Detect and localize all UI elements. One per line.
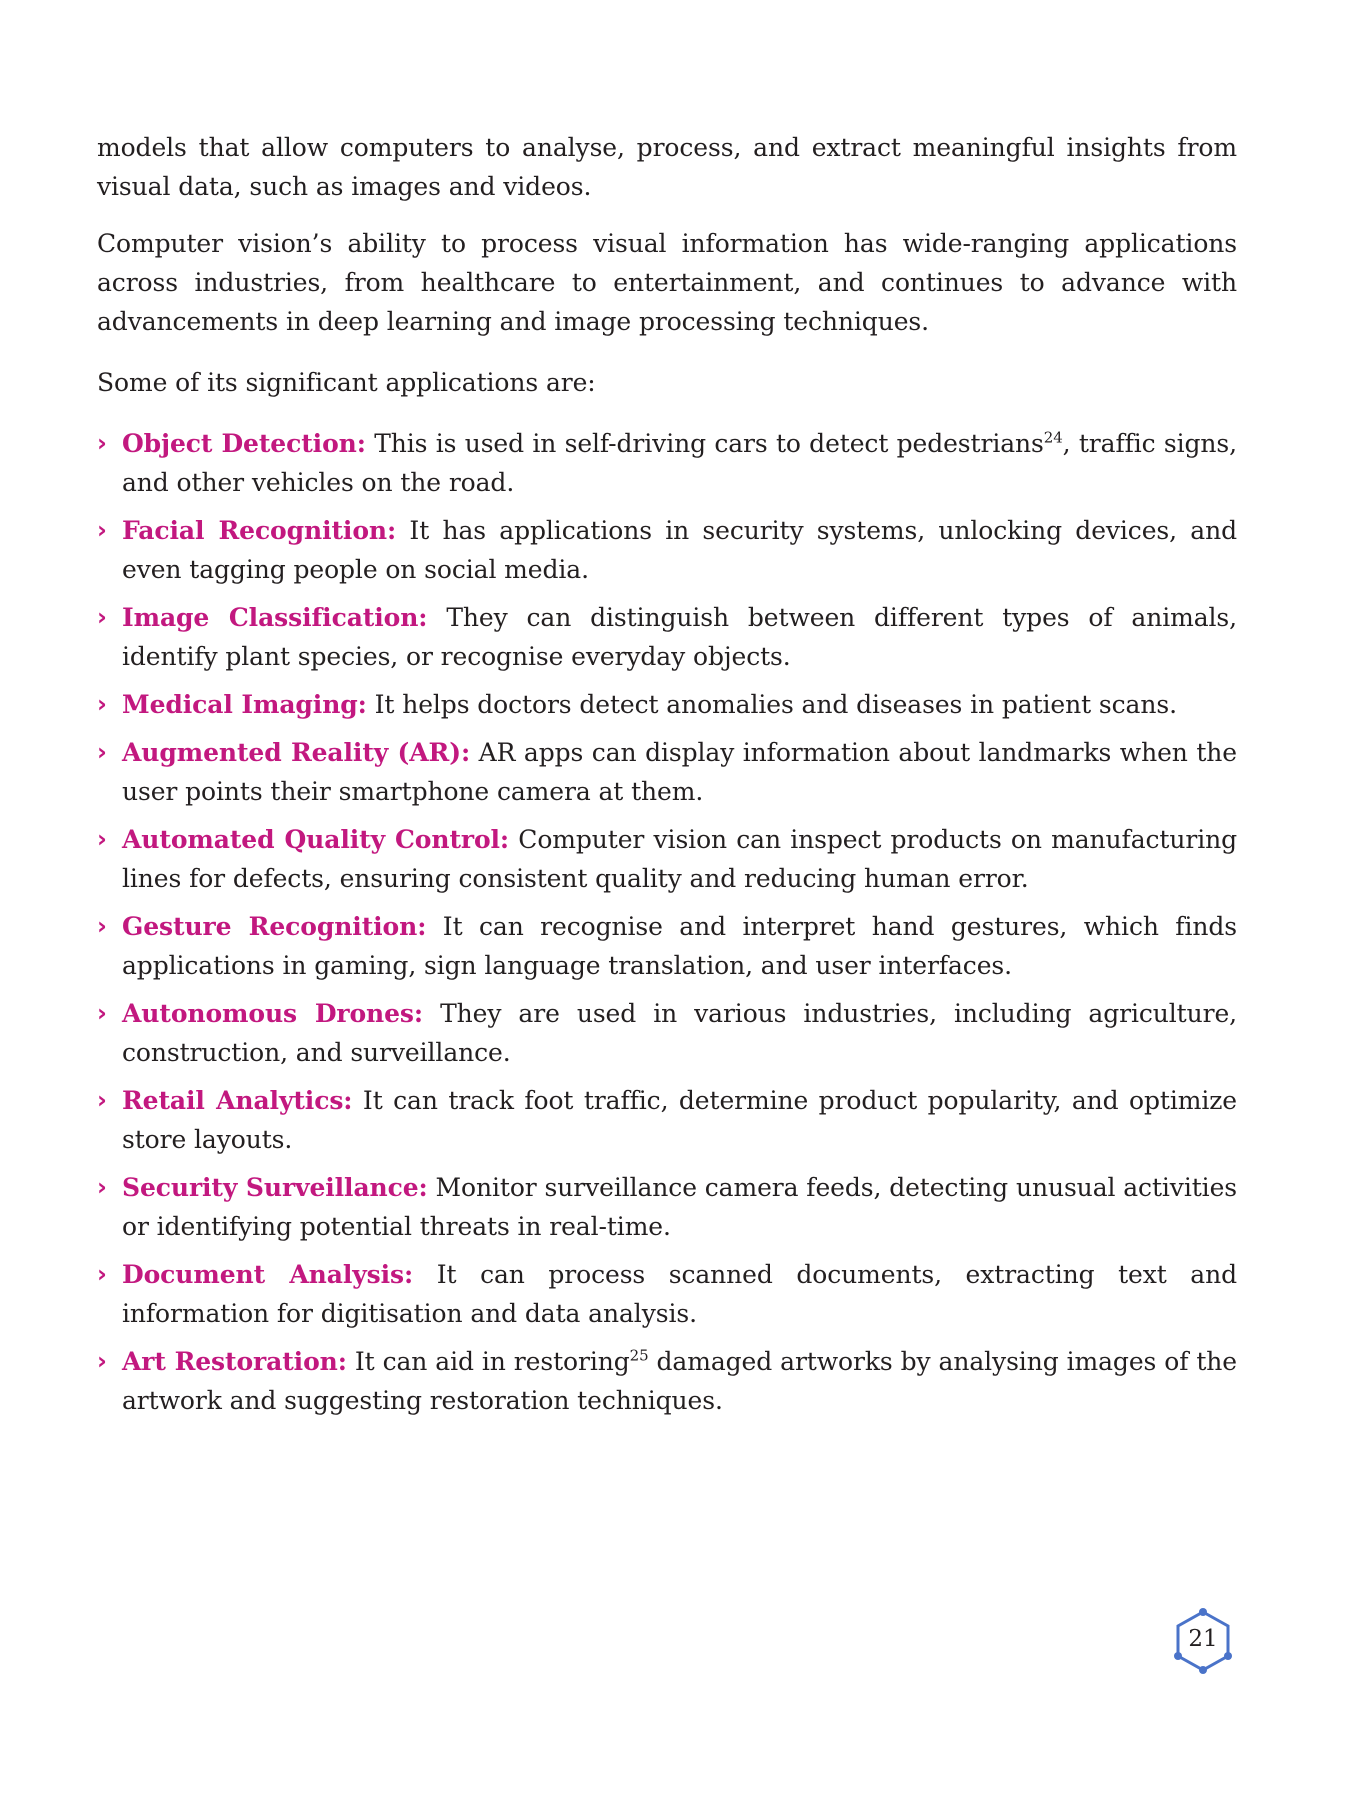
list-item: [97, 1255, 1237, 1333]
list-item: [97, 424, 1237, 502]
chevron-right-icon: ›: [97, 1260, 107, 1288]
list-item: [97, 994, 1237, 1072]
list-item: [97, 685, 1237, 724]
list-item: [97, 511, 1237, 589]
list-item: [97, 1168, 1237, 1246]
bullet-text: It can track foot traffic, determine product popularity, and optimize store layouts.: [122, 1086, 1237, 1154]
list-item: [97, 820, 1237, 898]
list-item: [97, 598, 1237, 676]
bullet-text: AR apps can display information about landmarks when the user points their smartphone camera at them.: [122, 738, 1237, 806]
bullet-term: Augmented Reality (AR):: [122, 738, 471, 767]
intro-paragraph-2: Computer vision’s ability to process visual information has wide-ranging applications across industries, from healthcare to entertainment, and continues to advance with advancements in deep learning and image processing techniques.: [97, 229, 1237, 336]
bullet-text: Computer vision can inspect products on manufacturing lines for defects, ensuring consistent quality and reducing human error.: [122, 825, 1237, 893]
bullet-term: Facial Recognition:: [122, 516, 397, 545]
page-body: [97, 128, 1237, 1429]
chevron-right-icon: ›: [97, 999, 107, 1027]
bullet-term: Document Analysis:: [122, 1260, 414, 1289]
bullet-term: Image Classification:: [122, 603, 428, 632]
bullet-text: , traffic signs, and other vehicles on the road.: [122, 429, 1237, 497]
list-item: [97, 733, 1237, 811]
page-number-badge: [1168, 1604, 1238, 1684]
chevron-right-icon: ›: [97, 1347, 107, 1375]
applications-list: [97, 424, 1237, 1420]
bullet-term: Security Surveillance:: [122, 1173, 428, 1202]
list-item: [97, 1342, 1237, 1420]
chevron-right-icon: ›: [97, 825, 107, 853]
bullet-term: Medical Imaging:: [122, 690, 367, 719]
bullet-text: They are used in various industries, including agriculture, construction, and surveillance.: [122, 999, 1238, 1067]
bullet-text: It can aid in restoring: [346, 1347, 630, 1376]
bullet-text: It can process scanned documents, extracting text and information for digitisation and data analysis.: [122, 1260, 1237, 1328]
list-item: [97, 907, 1237, 985]
intro-paragraph-1: models that allow computers to analyse, process, and extract meaningful insights from visual data, such as images and videos.: [97, 133, 1237, 201]
bullet-text: It can recognise and interpret hand gestures, which finds applications in gaming, sign language translation, and user interfaces.: [122, 912, 1237, 980]
list-item: [97, 1081, 1237, 1159]
bullet-term: Automated Quality Control:: [122, 825, 510, 854]
chevron-right-icon: ›: [97, 1086, 107, 1114]
chevron-right-icon: ›: [97, 603, 107, 631]
bullet-term: Gesture Recognition:: [122, 912, 427, 941]
page-number: 21: [1188, 1626, 1218, 1652]
bullet-text: damaged artworks by analysing images of the artwork and suggesting restoration techniques.: [122, 1347, 1237, 1415]
bullet-term: Autonomous Drones:: [122, 999, 424, 1028]
bullet-text: This is used in self-driving cars to detect pedestrians: [365, 429, 1044, 458]
bullet-text: It has applications in security systems, unlocking devices, and even tagging people on social media.: [122, 516, 1237, 584]
chevron-right-icon: ›: [97, 738, 107, 766]
footnote-ref: 25: [629, 1346, 649, 1365]
bullet-term: Art Restoration:: [122, 1347, 347, 1376]
bullet-term: Object Detection:: [122, 429, 366, 458]
chevron-right-icon: ›: [97, 912, 107, 940]
chevron-right-icon: ›: [97, 429, 107, 457]
chevron-right-icon: ›: [97, 516, 107, 544]
chevron-right-icon: ›: [97, 690, 107, 718]
chevron-right-icon: ›: [97, 1173, 107, 1201]
bullet-text: Monitor surveillance camera feeds, detecting unusual activities or identifying potential threats in real-time.: [122, 1173, 1237, 1241]
bullet-term: Retail Analytics:: [122, 1086, 353, 1115]
footnote-ref: 24: [1043, 428, 1063, 447]
intro-paragraph-3: Some of its significant applications are:: [97, 368, 596, 397]
bullet-text: They can distinguish between different types of animals, identify plant species, or recognise everyday objects.: [122, 603, 1237, 671]
bullet-text: It helps doctors detect anomalies and diseases in patient scans.: [366, 690, 1177, 719]
